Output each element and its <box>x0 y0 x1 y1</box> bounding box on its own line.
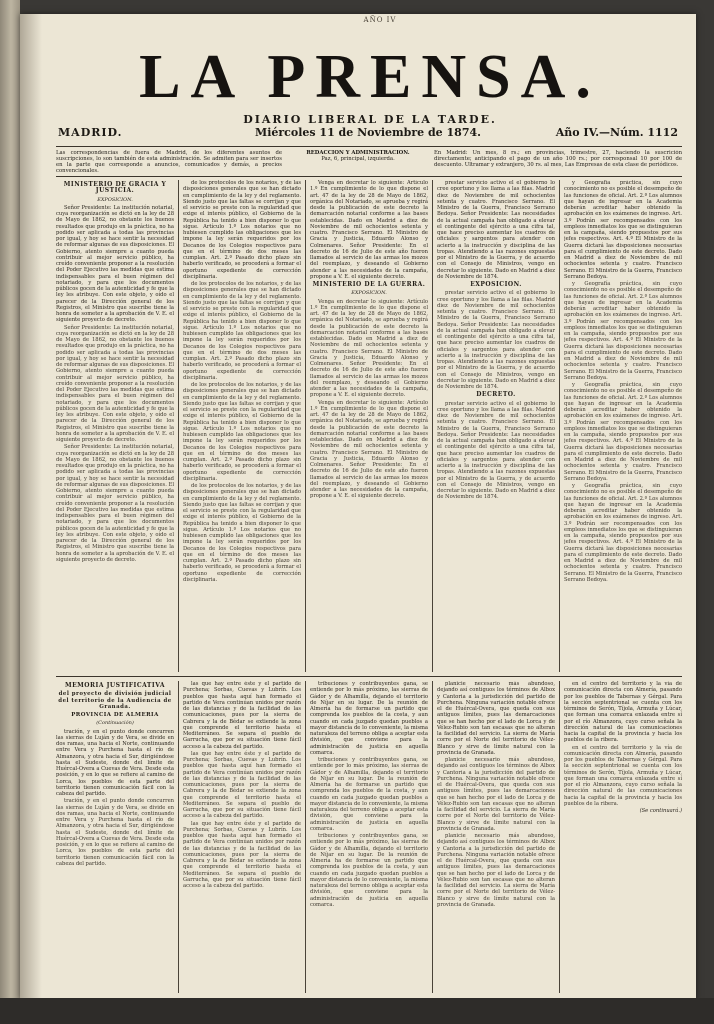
column-7 <box>183 681 301 993</box>
column-5-body: y Geografía práctica, sin cuyo conocimiento no es posible el desempeño de las funciones de oficial. Art. 2.º Los alumnos que hayan de ingresar en la Academia deberán acreditar haber obtenido la aprobación en los exámenes de ingreso. Art. 3.º Podrán ser recompensados con los empleos inmediatos los que se distinguieran en la campaña, siendo propuestos por sus jefes respectivos. Art. 4.º El Ministro de la Guerra dictará las disposiciones necesarias para el cumplimiento de este decreto. Dado en Madrid a diez de Noviembre de mil ochocientos setenta y cuatro. Francisco Serrano. El Ministro de la Guerra, Francisco Serrano Bedoya. <box>564 180 682 280</box>
column-5 <box>564 180 682 672</box>
column-4 <box>437 180 555 672</box>
column-divider <box>559 681 560 993</box>
column-1-subheading: EXPOSICION. <box>97 196 133 203</box>
column-4-intro: prestar servicio activo el el gobierno lo cree oportuno y los llama a las filas. Madrid diez de Noviembre de mil ochocientos setenta y cuatro. Francisco Serrano. El Ministro de la Guerra, Francisco Serrano Bedoya. Señor Presidente: Las necesidades de la actual campaña han obligado a elevar el contingente del ejército a una cifra tal, que hace preciso aumentar los cuadros de oficiales y sargentos para atender con acierto a la instrucción y disciplina de las tropas. Atendiendo a las razones expuestas por el Ministro de la Guerra, y de acuerdo con el Consejo de Ministros, vengo en decretar lo siguiente. Dado en Madrid a diez de Noviembre de 1874. <box>437 180 555 280</box>
column-1-heading: MINISTERIO DE GRACIA Y JUSTICIA. <box>63 181 167 195</box>
column-3-body-repeat: Venga en decretar lo siguiente: Artículo 1.º En cumplimiento de lo que dispone el art. 47 de la ley de 28 de Mayo de 1862, orgánica del Notariado, se aprueba y regirá desde la publicación de este decreto la demarcación notarial conforme a las bases establecidas. Dado en Madrid a diez de Noviembre de mil ochocientos setenta y cuatro. Francisco Serrano. El Ministro de Gracia y Justicia, Eduardo Alonso y Colmenares. Señor Presidente: En el decreto de 16 de Julio de este año fueron llamados al servicio de las armas los mozos del reemplazo, y deseando el Gobierno atender a las necesidades de la campaña, propone a V. E. el siguiente decreto. <box>310 298 428 399</box>
notice-row <box>56 150 682 176</box>
column-1-body-repeat: Señor Presidente: La institución notarial, cuya reorganización se dictó en la ley de 28 de Mayo de 1862, no obstante los buenos resultados que produjo en la práctica, no ha podido ser aplicada a todas las provincias por igual, y hoy se hace sentir la necesidad de reformar algunas de sus disposiciones. El Gobierno, atento siempre a cuanto pueda contribuir al mejor servicio público, ha creído conveniente proponer a la resolución del Poder Ejecutivo las medidas que estima indispensables para el buen régimen del notariado, y para que los documentos públicos gocen de la autenticidad y fe que la ley les atribuye. Con este objeto, y oído el parecer de la Dirección general de los Registros, el Ministro que suscribe tiene la honra de someter a la aprobación de V. E. el siguiente proyecto de decreto. <box>56 324 174 443</box>
column-2 <box>183 180 301 672</box>
edition-city: MADRID. <box>58 126 123 139</box>
administration-title: REDACCION Y ADMINISTRACION. <box>306 150 410 156</box>
edition-date: Miércoles 11 de Noviembre de 1874. <box>255 126 481 139</box>
folletin-rule <box>56 676 682 677</box>
newspaper-page <box>20 14 696 999</box>
header-rule-bottom <box>56 176 682 177</box>
column-10-body-repeat: en el centro del territorio y la vía de comunicación directa con Almería, pasando por los pueblos de Tabernas y Gérgal. Para la sección septentrional se cuenta con los términos de Serón, Tíjola, Armuña y Lúcar, que forman una comarca enlazada entre sí por el río Almanzora, cuyo curso señala la dirección natural de las comunicaciones hacia la capital de la provincia y hacia los pueblos de la ribera. <box>564 744 682 807</box>
memoria-section-note: (Continuación) <box>96 720 134 727</box>
column-divider <box>305 681 306 993</box>
column-6-body: tración, y en el punto donde concurren las sierras de Luján y de Vera, se divide en dos ramas, una hacia el Norte, continuando entre Vera y Purchena hasta el río de Almanzora, y otra hacia el Sur, dirigiéndose hasta el Sudeste, donde del límite de Huércal-Overa a Cuevas de Vera. Desde esta posición, y en lo que se refiere al camino de Lorca, los pueblos de esta parte del territorio tienen comunicación fácil con la cabeza del partido. <box>56 728 174 797</box>
newspaper-subtitle: DIARIO LIBERAL DE LA TARDE. <box>243 113 497 126</box>
to-be-continued-note: (Se continuará.) <box>639 808 682 814</box>
scan-background <box>0 998 714 1024</box>
memoria-section: PROVINCIA DE ALMERIA <box>71 712 159 718</box>
previous-page-edge <box>0 0 20 1024</box>
column-divider <box>432 681 433 993</box>
administration-notice <box>296 150 420 174</box>
newspaper-title: LA PRENSA. <box>139 43 601 111</box>
column-2-body-repeat-2: de los protocolos de los notarios, y de las disposiciones generales que se han dictado en cumplimiento de la ley y del reglamento. Siendo justo que las faltas se corrijan y que el servicio se preste con la regularidad que exige el interés público, el Gobierno de la República ha tenido a bien disponer lo que sigue. Artículo 1.º Los notarios que no hubiesen cumplido las obligaciones que les impone la ley serán requeridos por los Decanos de los Colegios respectivos para que en el término de dos meses las cumplan. Art. 2.º Pasado dicho plazo sin haberlo verificado, se procederá a formar el oportuno expediente de corrección disciplinaria. <box>183 382 301 482</box>
column-divider <box>305 180 306 672</box>
page-spine-shadow <box>20 14 42 999</box>
column-2-body: de los protocolos de los notarios, y de las disposiciones generales que se han dictado en cumplimiento de la ley y del reglamento. Siendo justo que las faltas se corrijan y que el servicio se preste con la regularidad que exige el interés público, el Gobierno de la República ha tenido a bien disponer lo que sigue. Artículo 1.º Los notarios que no hubiesen cumplido las obligaciones que les impone la ley serán requeridos por los Decanos de los Colegios respectivos para que en el término de dos meses las cumplan. Art. 2.º Pasado dicho plazo sin haberlo verificado, se procederá a formar el oportuno expediente de corrección disciplinaria. <box>183 180 301 280</box>
column-10 <box>564 681 682 993</box>
edition-issue-number: Año IV.—Núm. 1112 <box>555 126 678 139</box>
column-3-body-repeat-2: Venga en decretar lo siguiente: Artículo 1.º En cumplimiento de lo que dispone el art. 47 de la ley de 28 de Mayo de 1862, orgánica del Notariado, se aprueba y regirá desde la publicación de este decreto la demarcación notarial conforme a las bases establecidas. Dado en Madrid a diez de Noviembre de mil ochocientos setenta y cuatro. Francisco Serrano. El Ministro de Gracia y Justicia, Eduardo Alonso y Colmenares. Señor Presidente: En el decreto de 16 de Julio de este año fueron llamados al servicio de las armas los mozos del reemplazo, y deseando el Gobierno atender a las necesidades de la campaña, propone a V. E. el siguiente decreto. <box>310 399 428 500</box>
header-rule-top <box>56 146 682 147</box>
column-9-body-repeat: planicie necesario más abundoso, dejando así contiguos los términos de Albox y Cantoria a la jurisdicción del partido de Purchena. Ninguna variación notable ofrece el de Huércal-Overa, que queda con sus antiguos límites, pues las demarcaciones que se han hecho por el lado de Lorca y de Vélez-Rubio son tan escasas que no alteran la facilidad del servicio. La sierra de María corre por el Norte del territorio de Vélez-Blanco y sirve de límite natural con la provincia de Granada. <box>437 757 555 832</box>
column-9 <box>437 681 555 993</box>
column-divider <box>432 180 433 672</box>
column-6 <box>56 681 174 993</box>
column-8-body: tribuciones y contribuyentes gana, se entiende por lo más próximo, las sierras de Gádor y de Alhamilla, dejando el territorio de Níjar en su lugar. De la reunión de Almería ha de formarse un partido que comprenda los pueblos de la costa, y aun cuando en cada juzgado quedan pueblos a mayor distancia de lo conveniente, la misma naturaleza del terreno obliga a aceptar esta división, que conviene para la administración de justicia en aquella comarca. <box>310 681 428 756</box>
column-10-body: en el centro del territorio y la vía de comunicación directa con Almería, pasando por los pueblos de Tabernas y Gérgal. Para la sección septentrional se cuenta con los términos de Serón, Tíjola, Armuña y Lúcar, que forman una comarca enlazada entre sí por el río Almanzora, cuyo curso señala la dirección natural de las comunicaciones hacia la capital de la provincia y hacia los pueblos de la ribera. <box>564 681 682 744</box>
column-4-heading: EXPOSICION. <box>470 281 522 288</box>
column-9-body-repeat-2: planicie necesario más abundoso, dejando así contiguos los términos de Albox y Cantoria a la jurisdicción del partido de Purchena. Ninguna variación notable ofrece el de Huércal-Overa, que queda con sus antiguos límites, pues las demarcaciones que se han hecho por el lado de Lorca y de Vélez-Rubio son tan escasas que no alteran la facilidad del servicio. La sierra de María corre por el Norte del territorio de Vélez-Blanco y sirve de límite natural con la provincia de Granada. <box>437 833 555 908</box>
administration-address: Paz, 6, principal, izquierda. <box>321 156 395 163</box>
memoria-title: MEMORIA JUSTIFICATIVA <box>64 682 166 689</box>
column-1-body: Señor Presidente: La institución notarial, cuya reorganización se dictó en la ley de 28 de Mayo de 1862, no obstante los buenos resultados que produjo en la práctica, no ha podido ser aplicada a todas las provincias por igual, y hoy se hace sentir la necesidad de reformar algunas de sus disposiciones. El Gobierno, atento siempre a cuanto pueda contribuir al mejor servicio público, ha creído conveniente proponer a la resolución del Poder Ejecutivo las medidas que estima indispensables para el buen régimen del notariado, y para que los documentos públicos gocen de la autenticidad y fe que la ley les atribuye. Con este objeto, y oído el parecer de la Dirección general de los Registros, el Ministro que suscribe tiene la honra de someter a la aprobación de V. E. el siguiente proyecto de decreto. <box>56 204 174 324</box>
column-divider <box>178 681 179 993</box>
column-4-subheading: DECRETO. <box>476 391 516 399</box>
column-8 <box>310 681 428 993</box>
column-9-body: planicie necesario más abundoso, dejando así contiguos los términos de Albox y Cantoria a la jurisdicción del partido de Purchena. Ninguna variación notable ofrece el de Huércal-Overa, que queda con sus antiguos límites, pues las demarcaciones que se han hecho por el lado de Lorca y de Vélez-Rubio son tan escasas que no alteran la facilidad del servicio. La sierra de María corre por el Norte del territorio de Vélez-Blanco y sirve de límite natural con la provincia de Granada. <box>437 681 555 756</box>
column-3-subheading: EXPOSICION. <box>351 290 387 297</box>
column-7-body: las que hay entre éste y el partido de Purchena; Sorbas, Cuevas y Lubrín. Los pueblos que hasta aquí han formado el partido de Vera continúan unidos por razón de las distancias y de la facilidad de las comunicaciones, pues por la sierra de Cabrera y la de Bédar se extiende la zona que comprende el territorio hasta el Mediterráneo. Se separa el pueblo de Garrucha, que por su situación tiene fácil acceso a la cabeza del partido. <box>183 681 301 750</box>
column-5-body-repeat-3: y Geografía práctica, sin cuyo conocimiento no es posible el desempeño de las funciones de oficial. Art. 2.º Los alumnos que hayan de ingresar en la Academia deberán acreditar haber obtenido la aprobación en los exámenes de ingreso. Art. 3.º Podrán ser recompensados con los empleos inmediatos los que se distinguieran en la campaña, siendo propuestos por sus jefes respectivos. Art. 4.º El Ministro de la Guerra dictará las disposiciones necesarias para el cumplimiento de este decreto. Dado en Madrid a diez de Noviembre de mil ochocientos setenta y cuatro. Francisco Serrano. El Ministro de la Guerra, Francisco Serrano Bedoya. <box>564 483 682 583</box>
column-3-heading: MINISTERIO DE LA GUERRA. <box>312 281 426 288</box>
column-8-body-repeat: tribuciones y contribuyentes gana, se entiende por lo más próximo, las sierras de Gádor y de Alhamilla, dejando el territorio de Níjar en su lugar. De la reunión de Almería ha de formarse un partido que comprenda los pueblos de la costa, y aun cuando en cada juzgado quedan pueblos a mayor distancia de lo conveniente, la misma naturaleza del terreno obliga a aceptar esta división, que conviene para la administración de justicia en aquella comarca. <box>310 757 428 832</box>
edition-row <box>58 126 678 144</box>
column-divider <box>178 180 179 672</box>
column-7-body-repeat: las que hay entre éste y el partido de Purchena; Sorbas, Cuevas y Lubrín. Los pueblos que hasta aquí han formado el partido de Vera continúan unidos por razón de las distancias y de la facilidad de las comunicaciones, pues por la sierra de Cabrera y la de Bédar se extiende la zona que comprende el territorio hasta el Mediterráneo. Se separa el pueblo de Garrucha, que por su situación tiene fácil acceso a la cabeza del partido. <box>183 750 301 820</box>
column-8-body-repeat-2: tribuciones y contribuyentes gana, se entiende por lo más próximo, las sierras de Gádor y de Alhamilla, dejando el territorio de Níjar en su lugar. De la reunión de Almería ha de formarse un partido que comprenda los pueblos de la costa, y aun cuando en cada juzgado quedan pueblos a mayor distancia de lo conveniente, la misma naturaleza del terreno obliga a aceptar esta división, que conviene para la administración de justicia en aquella comarca. <box>310 833 428 908</box>
column-3-intro: Venga en decretar lo siguiente: Artículo 1.º En cumplimiento de lo que dispone el art. 47 de la ley de 28 de Mayo de 1862, orgánica del Notariado, se aprueba y regirá desde la publicación de este decreto la demarcación notarial conforme a las bases establecidas. Dado en Madrid a diez de Noviembre de mil ochocientos setenta y cuatro. Francisco Serrano. El Ministro de Gracia y Justicia, Eduardo Alonso y Colmenares. Señor Presidente: En el decreto de 16 de Julio de este año fueron llamados al servicio de las armas los mozos del reemplazo, y deseando el Gobierno atender a las necesidades de la campaña, propone a V. E. el siguiente decreto. <box>310 180 428 280</box>
column-2-body-repeat: de los protocolos de los notarios, y de las disposiciones generales que se han dictado en cumplimiento de la ley y del reglamento. Siendo justo que las faltas se corrijan y que el servicio se preste con la regularidad que exige el interés público, el Gobierno de la República ha tenido a bien disponer lo que sigue. Artículo 1.º Los notarios que no hubiesen cumplido las obligaciones que les impone la ley serán requeridos por los Decanos de los Colegios respectivos para que en el término de dos meses las cumplan. Art. 2.º Pasado dicho plazo sin haberlo verificado, se procederá a formar el oportuno expediente de corrección disciplinaria. <box>183 281 301 381</box>
correspondence-notice: Las correspondencias de fuera de Madrid, de los diferentes asuntos de suscripciones, lo son también de esta administración. Se admiten para ser insertos en la parte que corresponde a anuncios, comunicados y demás, a precios convencionales. <box>56 150 282 174</box>
column-3 <box>310 180 428 672</box>
column-6-body-repeat: tración, y en el punto donde concurren las sierras de Luján y de Vera, se divide en dos ramas, una hacia el Norte, continuando entre Vera y Purchena hasta el río de Almanzora, y otra hacia el Sur, dirigiéndose hasta el Sudeste, donde del límite de Huércal-Overa a Cuevas de Vera. Desde esta posición, y en lo que se refiere al camino de Lorca, los pueblos de esta parte del territorio tienen comunicación fácil con la cabeza del partido. <box>56 798 174 867</box>
column-7-body-repeat-2: las que hay entre éste y el partido de Purchena; Sorbas, Cuevas y Lubrín. Los pueblos que hasta aquí han formado el partido de Vera continúan unidos por razón de las distancias y de la facilidad de las comunicaciones, pues por la sierra de Cabrera y la de Bédar se extiende la zona que comprende el territorio hasta el Mediterráneo. Se separa el pueblo de Garrucha, que por su situación tiene fácil acceso a la cabeza del partido. <box>183 820 301 889</box>
column-2-body-repeat-3: de los protocolos de los notarios, y de las disposiciones generales que se han dictado en cumplimiento de la ley y del reglamento. Siendo justo que las faltas se corrijan y que el servicio se preste con la regularidad que exige el interés público, el Gobierno de la República ha tenido a bien disponer lo que sigue. Artículo 1.º Los notarios que no hubiesen cumplido las obligaciones que les impone la ley serán requeridos por los Decanos de los Colegios respectivos para que en el término de dos meses las cumplan. Art. 2.º Pasado dicho plazo sin haberlo verificado, se procederá a formar el oportuno expediente de corrección disciplinaria. <box>183 483 301 583</box>
memoria-subtitle: del proyecto de división judicial del territorio de la Audiencia de Granada. <box>58 691 172 710</box>
column-5-body-repeat-2: y Geografía práctica, sin cuyo conocimiento no es posible el desempeño de las funciones de oficial. Art. 2.º Los alumnos que hayan de ingresar en la Academia deberán acreditar haber obtenido la aprobación en los exámenes de ingreso. Art. 3.º Podrán ser recompensados con los empleos inmediatos los que se distinguieran en la campaña, siendo propuestos por sus jefes respectivos. Art. 4.º El Ministro de la Guerra dictará las disposiciones necesarias para el cumplimiento de este decreto. Dado en Madrid a diez de Noviembre de mil ochocientos setenta y cuatro. Francisco Serrano. El Ministro de la Guerra, Francisco Serrano Bedoya. <box>564 382 682 482</box>
column-1 <box>56 180 174 672</box>
cut-heading: AÑO IV <box>363 16 397 24</box>
column-1-body-repeat-2: Señor Presidente: La institución notarial, cuya reorganización se dictó en la ley de 28 de Mayo de 1862, no obstante los buenos resultados que produjo en la práctica, no ha podido ser aplicada a todas las provincias por igual, y hoy se hace sentir la necesidad de reformar algunas de sus disposiciones. El Gobierno, atento siempre a cuanto pueda contribuir al mejor servicio público, ha creído conveniente proponer a la resolución del Poder Ejecutivo las medidas que estima indispensables para el buen régimen del notariado, y para que los documentos públicos gocen de la autenticidad y fe que la ley les atribuye. Con este objeto, y oído el parecer de la Dirección general de los Registros, el Ministro que suscribe tiene la honra de someter a la aprobación de V. E. el siguiente proyecto de decreto. <box>56 444 174 563</box>
column-divider <box>559 180 560 672</box>
subscription-prices-notice: En Madrid: Un mes, 8 rs.; en provincias, trimestre, 27, haciendo la suscrición directamente; anticipando el pago de un año 100 rs.; por corresponsal 10 por 100 de descuento. Ultramar y extranjero, 30 rs. al mes, Las Empresas de esta clase de periódicos. <box>434 150 682 169</box>
column-5-body-repeat: y Geografía práctica, sin cuyo conocimiento no es posible el desempeño de las funciones de oficial. Art. 2.º Los alumnos que hayan de ingresar en la Academia deberán acreditar haber obtenido la aprobación en los exámenes de ingreso. Art. 3.º Podrán ser recompensados con los empleos inmediatos los que se distinguieran en la campaña, siendo propuestos por sus jefes respectivos. Art. 4.º El Ministro de la Guerra dictará las disposiciones necesarias para el cumplimiento de este decreto. Dado en Madrid a diez de Noviembre de mil ochocientos setenta y cuatro. Francisco Serrano. El Ministro de la Guerra, Francisco Serrano Bedoya. <box>564 281 682 381</box>
column-4-body-repeat: prestar servicio activo el el gobierno lo cree oportuno y los llama a las filas. Madrid diez de Noviembre de mil ochocientos setenta y cuatro. Francisco Serrano. El Ministro de la Guerra, Francisco Serrano Bedoya. Señor Presidente: Las necesidades de la actual campaña han obligado a elevar el contingente del ejército a una cifra tal, que hace preciso aumentar los cuadros de oficiales y sargentos para atender con acierto a la instrucción y disciplina de las tropas. Atendiendo a las razones expuestas por el Ministro de la Guerra, y de acuerdo con el Consejo de Ministros, vengo en decretar lo siguiente. Dado en Madrid a diez de Noviembre de 1874. <box>437 290 555 390</box>
column-4-body-repeat-2: prestar servicio activo el el gobierno lo cree oportuno y los llama a las filas. Madrid diez de Noviembre de mil ochocientos setenta y cuatro. Francisco Serrano. El Ministro de la Guerra, Francisco Serrano Bedoya. Señor Presidente: Las necesidades de la actual campaña han obligado a elevar el contingente del ejército a una cifra tal, que hace preciso aumentar los cuadros de oficiales y sargentos para atender con acierto a la instrucción y disciplina de las tropas. Atendiendo a las razones expuestas por el Ministro de la Guerra, y de acuerdo con el Consejo de Ministros, vengo en decretar lo siguiente. Dado en Madrid a diez de Noviembre de 1874. <box>437 400 555 501</box>
